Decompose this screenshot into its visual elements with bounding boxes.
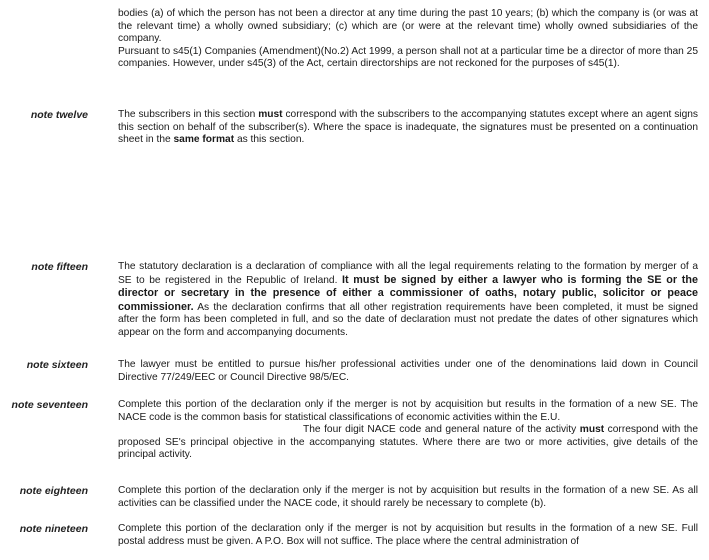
note-text-part: correspond with the subscribers to the accompanying statutes except where an agent signs this section on behalf of the subscriber(s). Where the space is inadequate, the signatures must be presented on a continuation sheet in the	[118, 109, 699, 146]
note-text-part: The subscribers in this section	[118, 109, 259, 120]
note-label: note fifteen	[31, 261, 88, 273]
note-text-indent: The four digit NACE code and general nature of the activity	[303, 424, 580, 436]
note-text: Complete this portion of the declaration only if the merger is not by acquisition but results in the formation of a new SE. As all activities can be classified under the NACE code, it should rarely be necessary to complete (b).	[118, 485, 698, 509]
note-text-part: correspond with the proposed SE's principal objective in the accompanying statutes. Where there are two or more activities, give details of the principal activity.	[118, 424, 698, 461]
note-text-bold: same format	[173, 134, 235, 146]
note-text-part: The statutory declaration is a declaration of compliance with all the legal requirements relating to the formation by merger of a SE to be registered in the Republic of Ireland.	[118, 261, 698, 286]
note-text-part: As the declaration confirms that all other registration requirements have been completed, it must be signed after the form has been completed in full, and so the date of declaration must not predate the dates of other signatures which appear on the form and accompanying documents.	[118, 301, 698, 338]
note-text-bold: must	[579, 424, 605, 436]
continuation-para-a: bodies (a) of which the person has not been a director at any time during the past 10 years; (b) which the company is (or was at the relevant time) a wholly owned subsidiary; (c) which are (or were at the relevant time) wholly owned subsidiaries of the company.	[118, 8, 698, 45]
note-text-part: Complete this portion of the declaration only if the merger is not by acquisition but results in the formation of a new SE. The NACE code is the common basis for statistical classifications of economic activities within the E.U.	[118, 399, 698, 423]
continuation-text	[118, 8, 698, 71]
note-label: note twelve	[30, 109, 88, 121]
note-text	[118, 109, 698, 147]
note-text	[118, 261, 698, 340]
note-label: note sixteen	[26, 359, 88, 371]
note-text: Complete this portion of the declaration only if the merger is not by acquisition but results in the formation of a new SE. Full postal address must be given. A P.O. Box will not suffice. The place where the central administration of	[118, 523, 698, 547]
note-label: note eighteen	[19, 485, 88, 497]
note-text-bold: must	[258, 109, 283, 120]
note-text-part: as this section.	[234, 134, 305, 146]
note-text-bold: It must be signed by either a lawyer who is forming the SE or the director or secretary in the presence of either a commissioner of oaths, notary public, solicitor or peace commissioner.	[118, 273, 698, 313]
note-text-part	[118, 424, 698, 462]
note-text	[118, 399, 698, 462]
note-label: note seventeen	[11, 399, 88, 411]
note-label: note nineteen	[19, 523, 88, 535]
note-text: The lawyer must be entitled to pursue his/her professional activities under one of the denominations laid down in Council Directive 77/249/EEC or Council Directive 98/5/EC.	[118, 359, 698, 383]
continuation-para-b: Pursuant to s45(1) Companies (Amendment)(No.2) Act 1999, a person shall not at a particular time be a director of more than 25 companies. However, under s45(3) of the Act, certain directorships are not reckoned for the purposes of s45(1).	[118, 45, 698, 70]
